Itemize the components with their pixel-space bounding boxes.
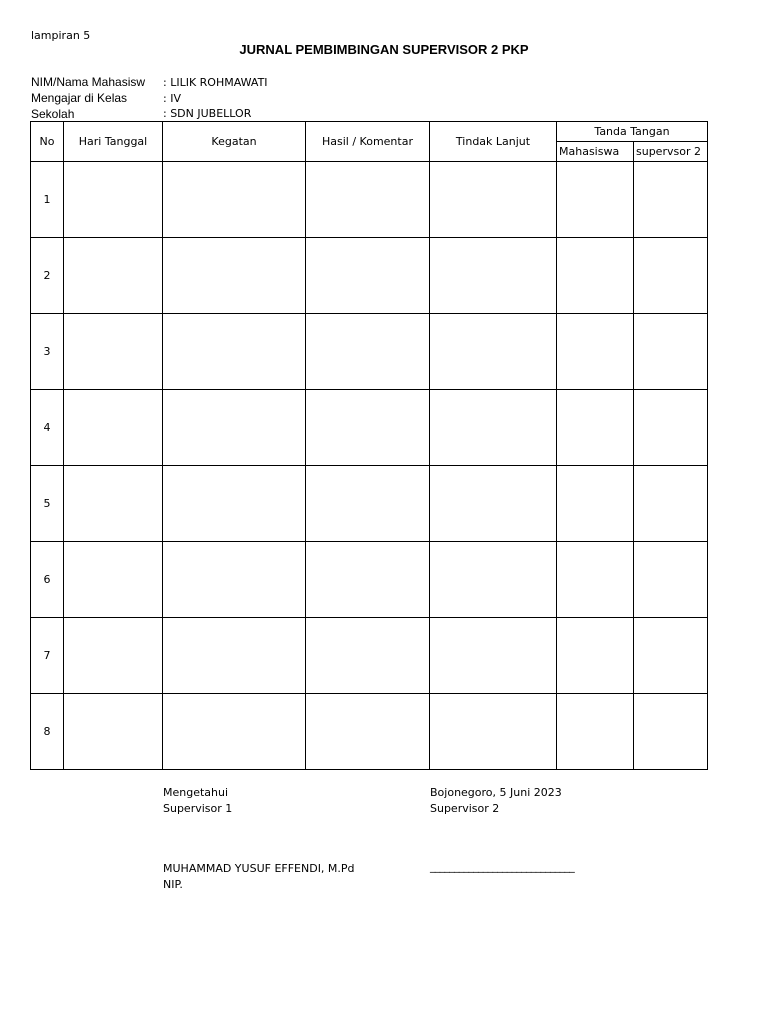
- column-header-activity: Kegatan: [163, 122, 306, 162]
- table-cell: [557, 618, 634, 694]
- table-cell: [306, 618, 430, 694]
- table-cell: [430, 694, 557, 770]
- table-cell: [64, 162, 163, 238]
- supervisor1-label: Supervisor 1: [163, 802, 233, 815]
- table-cell: [163, 314, 306, 390]
- class-label: Mengajar di Kelas: [31, 91, 128, 105]
- row-number: 1: [31, 162, 64, 238]
- attachment-label: lampiran 5: [31, 29, 91, 42]
- table-cell: [430, 314, 557, 390]
- table-cell: [64, 466, 163, 542]
- row-number: 4: [31, 390, 64, 466]
- table-row: [31, 238, 708, 314]
- table-cell: [634, 238, 708, 314]
- table-cell: [163, 618, 306, 694]
- row-number: 7: [31, 618, 64, 694]
- table-row: [31, 162, 708, 238]
- nip-label: NIP.: [163, 878, 183, 891]
- table-cell: [163, 390, 306, 466]
- table-cell: [557, 694, 634, 770]
- table-cell: [634, 618, 708, 694]
- table-cell: [64, 618, 163, 694]
- table-cell: [64, 694, 163, 770]
- table-cell: [430, 542, 557, 618]
- signature-line: ______________________________: [430, 860, 575, 873]
- column-header-signature: Tanda Tangan: [557, 122, 708, 142]
- class-value: : IV: [163, 92, 181, 105]
- table-cell: [306, 466, 430, 542]
- table-cell: [634, 314, 708, 390]
- column-header-result: Hasil / Komentar: [306, 122, 430, 162]
- column-header-student: Mahasiswa: [557, 142, 634, 162]
- row-number: 2: [31, 238, 64, 314]
- row-number: 8: [31, 694, 64, 770]
- table-cell: [306, 162, 430, 238]
- column-header-no: No: [31, 122, 64, 162]
- table-cell: [430, 466, 557, 542]
- nim-value: : LILIK ROHMAWATI: [163, 76, 268, 89]
- acknowledged-label: Mengetahui: [163, 786, 229, 799]
- table-cell: [557, 314, 634, 390]
- column-header-supervisor2: supervsor 2: [634, 142, 708, 162]
- table-cell: [430, 238, 557, 314]
- table-cell: [163, 162, 306, 238]
- school-label: Sekolah: [31, 107, 75, 121]
- row-number: 5: [31, 466, 64, 542]
- row-number: 6: [31, 542, 64, 618]
- nim-label: NIM/Nama Mahasisw: [31, 75, 146, 89]
- table-cell: [163, 542, 306, 618]
- table-cell: [163, 694, 306, 770]
- table-cell: [64, 390, 163, 466]
- table-cell: [306, 238, 430, 314]
- table-row: [31, 542, 708, 618]
- table-cell: [430, 618, 557, 694]
- page-title: JURNAL PEMBIMBINGAN SUPERVISOR 2 PKP: [239, 42, 529, 57]
- table-cell: [557, 162, 634, 238]
- place-date: Bojonegoro, 5 Juni 2023: [430, 786, 562, 799]
- school-value: : SDN JUBELLOR: [163, 107, 252, 120]
- table-cell: [306, 314, 430, 390]
- table-cell: [634, 162, 708, 238]
- table-row: [31, 390, 708, 466]
- table-cell: [634, 390, 708, 466]
- table-row: [31, 466, 708, 542]
- journal-table: [30, 121, 708, 770]
- table-cell: [163, 466, 306, 542]
- column-header-date: Hari Tanggal: [64, 122, 163, 162]
- column-header-follow-up: Tindak Lanjut: [430, 122, 557, 162]
- table-row: [31, 618, 708, 694]
- table-cell: [64, 542, 163, 618]
- table-row: [31, 694, 708, 770]
- table-cell: [64, 238, 163, 314]
- table-cell: [557, 542, 634, 618]
- table-cell: [306, 694, 430, 770]
- table-cell: [306, 390, 430, 466]
- table-cell: [557, 238, 634, 314]
- table-cell: [163, 238, 306, 314]
- row-number: 3: [31, 314, 64, 390]
- table-cell: [557, 466, 634, 542]
- table-row: [31, 314, 708, 390]
- table-cell: [306, 542, 430, 618]
- table-cell: [634, 466, 708, 542]
- table-cell: [634, 694, 708, 770]
- supervisor2-label: Supervisor 2: [430, 802, 500, 815]
- table-cell: [430, 390, 557, 466]
- table-cell: [64, 314, 163, 390]
- table-cell: [634, 542, 708, 618]
- table-cell: [430, 162, 557, 238]
- table-cell: [557, 390, 634, 466]
- supervisor1-name: MUHAMMAD YUSUF EFFENDI, M.Pd: [163, 862, 355, 875]
